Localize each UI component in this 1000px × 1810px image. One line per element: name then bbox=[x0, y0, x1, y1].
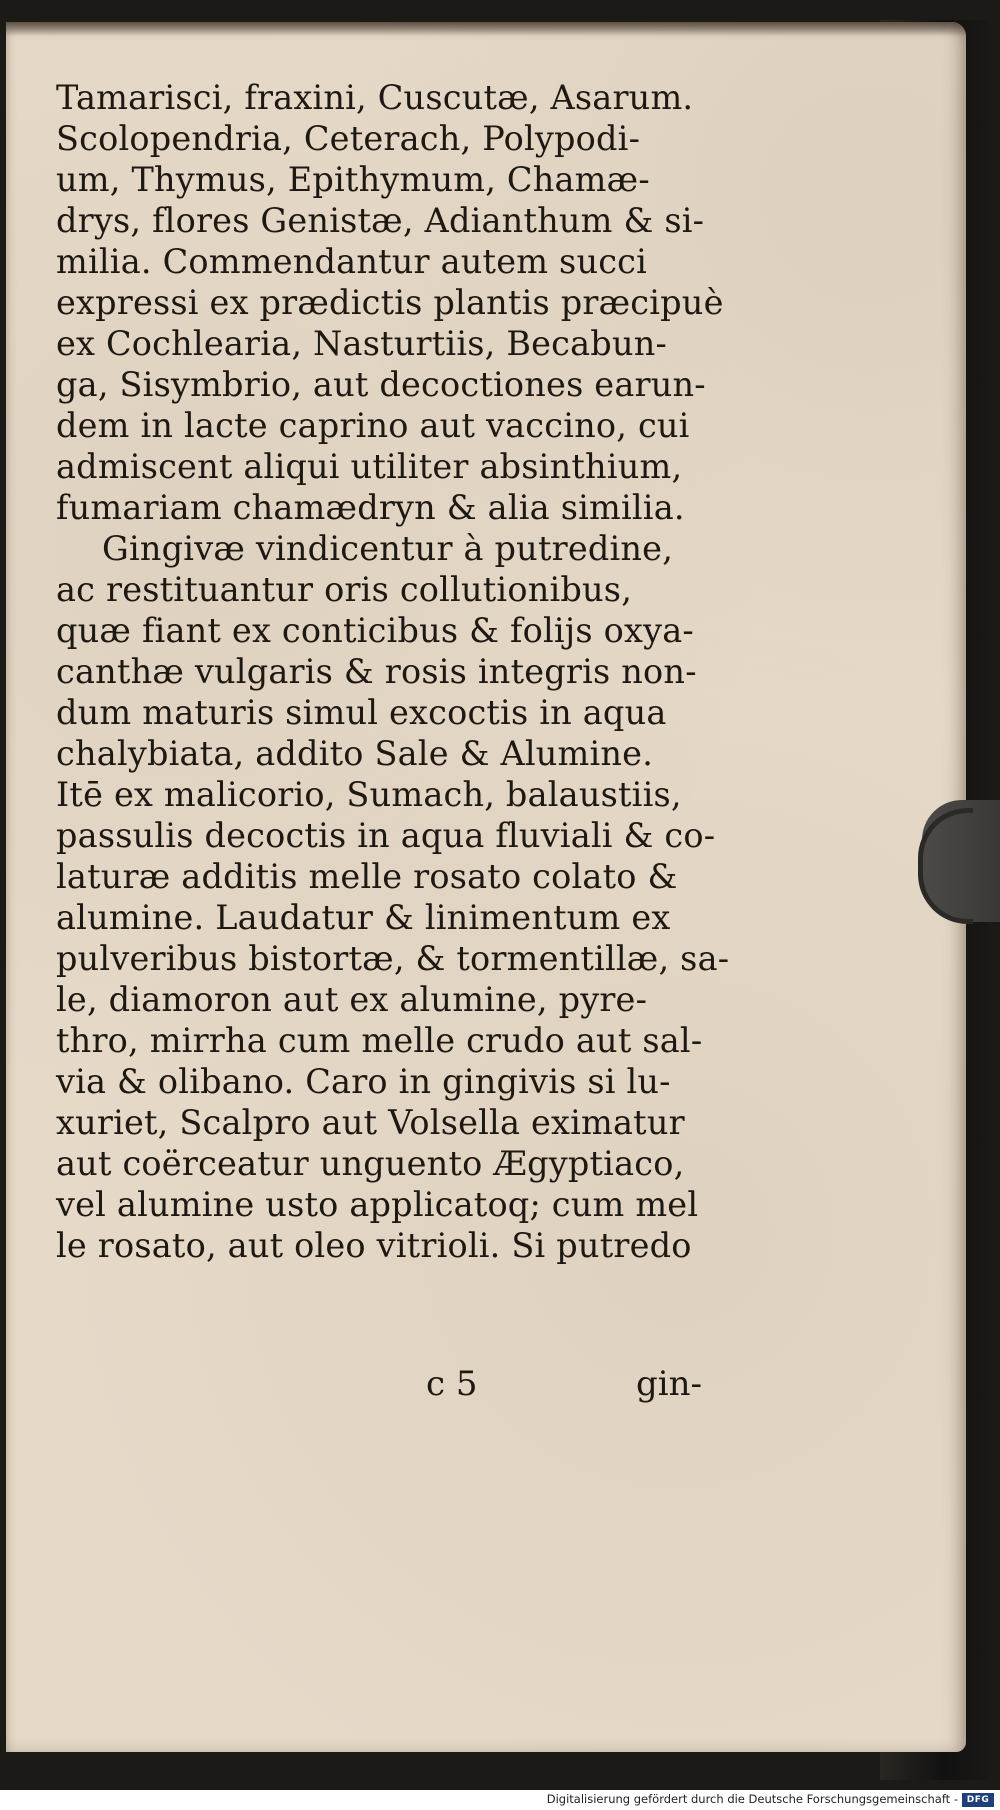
text-line: dem in lacte caprino aut vaccino, cui bbox=[56, 406, 690, 445]
credit-text: Digitalisierung gefördert durch die Deutsche Forschungsgemeinschaft - bbox=[546, 1792, 958, 1806]
text-line: Scolopendria, Ceterach, Polypodi- bbox=[56, 119, 641, 158]
text-line: Gingivæ vindicentur à putredine, bbox=[102, 529, 674, 568]
book-page bbox=[6, 22, 966, 1752]
credit-bar bbox=[0, 1790, 1000, 1810]
text-line: le rosato, aut oleo vitrioli. Si putredo bbox=[56, 1226, 692, 1265]
text-line: passulis decoctis in aqua fluviali & co- bbox=[56, 816, 716, 855]
text-line: ga, Sisymbrio, aut decoctiones earun- bbox=[56, 365, 706, 404]
text-line: um, Thymus, Epithymum, Chamæ- bbox=[56, 160, 650, 199]
text-line: canthæ vulgaris & rosis integris non- bbox=[56, 652, 697, 691]
text-line: chalybiata, addito Sale & Alumine. bbox=[56, 734, 654, 773]
text-line: xuriet, Scalpro aut Volsella eximatur bbox=[56, 1103, 685, 1142]
text-line: laturæ additis melle rosato colato & bbox=[56, 857, 678, 896]
dfg-logo: DFG bbox=[962, 1793, 994, 1807]
text-line: Tamarisci, fraxini, Cuscutæ, Asarum. bbox=[56, 78, 694, 117]
text-line: aut coërceatur unguento Ægyptiaco, bbox=[56, 1144, 685, 1183]
text-line: via & olibano. Caro in gingivis si lu- bbox=[56, 1062, 671, 1101]
text-line: le, diamoron aut ex alumine, pyre- bbox=[56, 980, 648, 1019]
signature-mark: c 5 bbox=[426, 1364, 478, 1404]
text-line: vel alumine usto applicatoq; cum mel bbox=[56, 1185, 699, 1224]
text-line: pulveribus bistortæ, & tormentillæ, sa- bbox=[56, 939, 730, 978]
text-line: drys, flores Genistæ, Adianthum & si- bbox=[56, 201, 705, 240]
text-line: ac restituantur oris collutionibus, bbox=[56, 570, 633, 609]
text-line: quæ fiant ex conticibus & folijs oxya- bbox=[56, 611, 694, 650]
text-line: fumariam chamædryn & alia similia. bbox=[56, 488, 685, 527]
text-line: thro, mirrha cum melle crudo aut sal- bbox=[56, 1021, 703, 1060]
text-line: admiscent aliqui utiliter absinthium, bbox=[56, 447, 683, 486]
text-line: ex Cochlearia, Nasturtiis, Becabun- bbox=[56, 324, 668, 363]
text-line: Itē ex malicorio, Sumach, balaustiis, bbox=[56, 775, 682, 814]
text-line: expressi ex prædictis plantis præcipuè bbox=[56, 283, 724, 322]
text-line: dum maturis simul excoctis in aqua bbox=[56, 693, 667, 732]
catchword: gin- bbox=[636, 1364, 703, 1404]
text-line: alumine. Laudatur & linimentum ex bbox=[56, 898, 671, 937]
text-line: milia. Commendantur autem succi bbox=[56, 242, 648, 281]
page-shadow bbox=[6, 22, 966, 36]
